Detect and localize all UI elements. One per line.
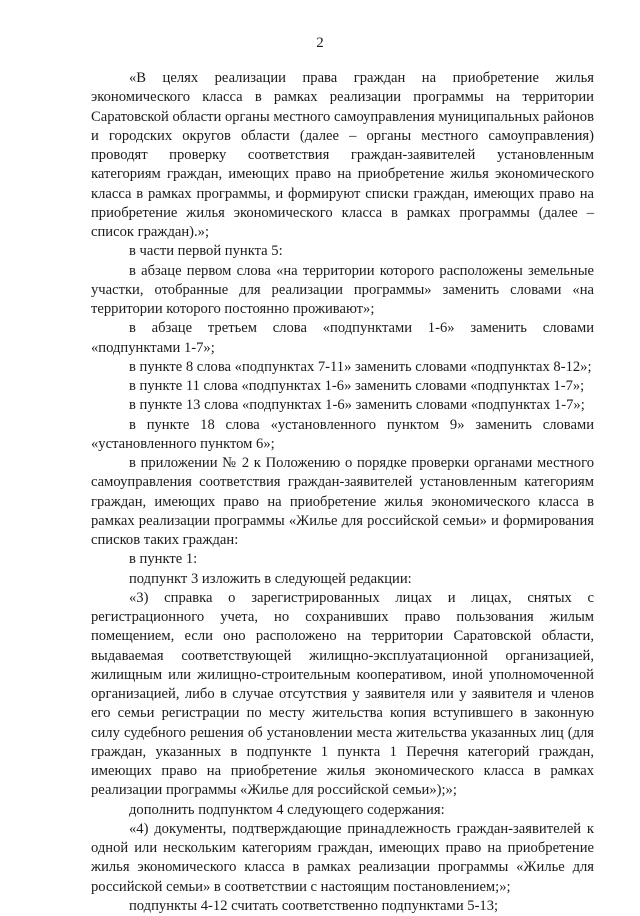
paragraph-point-18: в пункте 18 слова «установленного пунктом 9» заменить словами «установленного пунктом 6»; — [91, 416, 594, 452]
paragraph-subpoint-4-intro: дополнить подпунктом 4 следующего содержания: — [129, 801, 445, 818]
paragraph-point-1: в пункте 1: — [129, 551, 198, 568]
paragraph-point-13: в пункте 13 слова «подпунктах 1-6» заменить словами «подпунктах 1-7»; — [129, 397, 585, 414]
paragraph-abzats-first: в абзаце первом слова «на территории которого расположены земельные участки, отобранные для реализации программы» заменить словами «на территории которого постоянно проживают»; — [91, 262, 594, 317]
paragraph-subpoint-4-text: «4) документы, подтверждающие принадлежность граждан-заявителей к одной или нескольким категориям граждан, имеющих право на приобретение жилья экономического класса в рамках реализации программы «Жилье для российской семьи» в соответствии с настоящим постановлением;»; — [91, 820, 594, 895]
paragraph-intro-quote: «В целях реализации права граждан на приобретение жилья экономического класса в рамках реализации программы на территории Саратовской области органы местного самоуправления муниципальных районов и городских округов области (далее – органы местного самоуправления) проводят проверку соответствия граждан-заявителей установленным категориям граждан, имеющих право на приобретение жилья экономического класса в рамках программы, и формируют списки граждан, имеющих право на приобретение жилья экономического класса в рамках программы (далее – список граждан).»; — [91, 70, 594, 240]
paragraph-point-8: в пункте 8 слова «подпунктах 7-11» заменить словами «подпунктах 8-12»; — [129, 358, 592, 375]
paragraph-abzats-third: в абзаце третьем слова «подпунктами 1-6» заменить словами «подпунктами 1-7»; — [91, 320, 594, 356]
paragraph-point-11: в пункте 11 слова «подпунктах 1-6» заменить словами «подпунктах 1-7»; — [129, 378, 585, 394]
paragraph-part-one-point-5: в части первой пункта 5: — [129, 243, 283, 260]
document-body — [91, 69, 594, 916]
page-number: 2 — [316, 35, 324, 51]
paragraph-appendix-2: в приложении № 2 к Положению о порядке проверки органами местного самоуправления соответствия граждан-заявителей установленным категориям граждан, имеющих право на приобретение жилья экономического класса в рамках реализации программы «Жилье для российской семьи» и формирования списков таких граждан: — [91, 455, 594, 548]
paragraph-renumber: подпункты 4-12 считать соответственно подпунктами 5-13; — [129, 897, 499, 914]
paragraph-subpoint-3-text: «3) справка о зарегистрированных лицах и лицах, снятых с регистрационного учета, но сохранивших право пользования жилым помещением, если оно расположено на территории Саратовской области, выдаваемая соответствующей жилищно-эксплуатационной организацией, жилищным или жилищно-строительным кооперативом, иной уполномоченной организацией, либо в случае отсутствия у заявителя или у заявителя и членов его семьи регистрации по месту жительства копия вступившего в законную силу судебного решения об установлении места жительства указанных лиц (для граждан, указанных в подпункте 1 пункта 1 Перечня категорий граждан, имеющих право на приобретение жилья экономического класса в рамках реализации программы «Жилье для российской семьи»);»; — [91, 589, 594, 799]
paragraph-subpoint-3-intro: подпункт 3 изложить в следующей редакции: — [129, 570, 412, 587]
